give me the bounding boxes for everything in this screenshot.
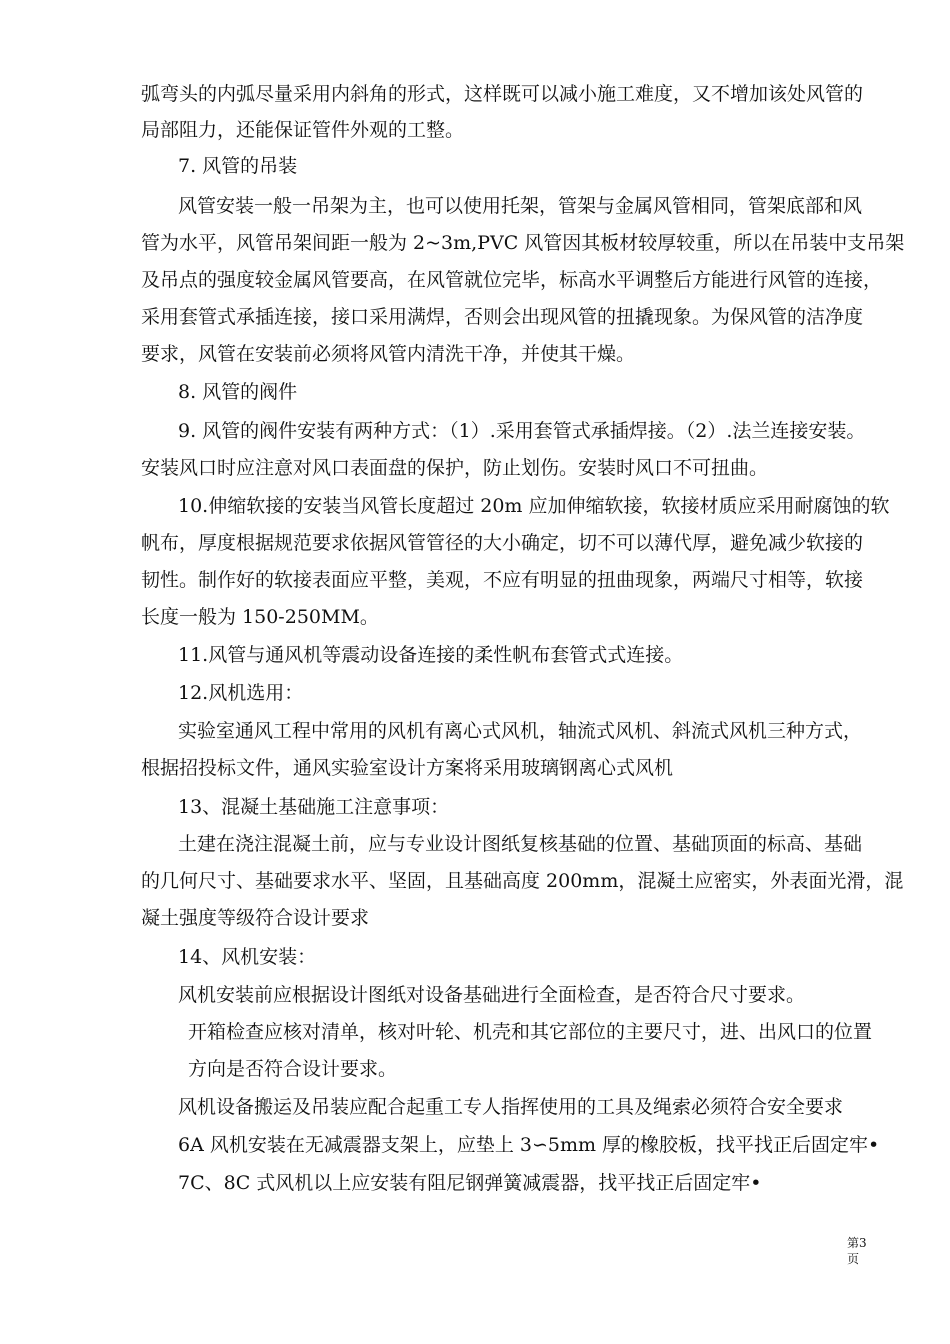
- text-line: 要求，风管在安装前必须将风管内清洗干净，并使其干燥。: [141, 343, 636, 365]
- text-line: 根据招投标文件，通风实验室设计方案将采用玻璃钢离心式风机: [141, 757, 674, 779]
- text-line: 10.伸缩软接的安装当风管长度超过 20m 应加伸缩软接，软接材质应采用耐腐蚀的软: [178, 495, 890, 517]
- page-number: 第3 页: [847, 1236, 867, 1266]
- section-heading: 11.风管与通风机等震动设备连接的柔性帆布套管式式连接。: [178, 644, 684, 666]
- text-line: 管为水平，风管吊架间距一般为 2~3m,PVC 风管因其板材较厚较重，所以在吊装中支吊架: [141, 232, 905, 254]
- text-line: 实验室通风工程中常用的风机有离心式风机，轴流式风机、斜流式风机三种方式，: [178, 720, 863, 742]
- text-line: 局部阻力，还能保证管件外观的工整。: [141, 119, 465, 141]
- text-line: 6A 风机安装在无减震器支架上，应垫上 3∽5mm 厚的橡胶板，找平找正后固定牢•: [178, 1134, 880, 1156]
- text-line: 凝土强度等级符合设计要求: [141, 907, 370, 929]
- text-line: 开箱检查应核对清单，核对叶轮、机壳和其它部位的主要尺寸，进、出风口的位置: [188, 1021, 873, 1043]
- text-line: 采用套管式承插连接，接口采用满焊，否则会出现风管的扭撬现象。为保风管的洁净度: [141, 306, 864, 328]
- text-line: 7C、8C 式风机以上应安装有阻尼钢弹簧减震器，找平找正后固定牢•: [178, 1172, 762, 1194]
- text-line: 方向是否符合设计要求。: [188, 1058, 398, 1080]
- section-heading: 8. 风管的阀件: [178, 381, 298, 403]
- text-line: 韧性。制作好的软接表面应平整，美观，不应有明显的扭曲现象，两端尺寸相等，软接: [141, 569, 864, 591]
- section-heading: 13、混凝土基础施工注意事项：: [178, 796, 450, 818]
- section-heading: 7. 风管的吊装: [178, 155, 298, 177]
- text-line: 帆布，厚度根据规范要求依据风管管径的大小确定，切不可以薄代厚，避免减少软接的: [141, 532, 864, 554]
- text-line: 风管安装一般一吊架为主，也可以使用托架，管架与金属风管相同，管架底部和风: [178, 195, 863, 217]
- text-line: 弧弯头的内弧尽量采用内斜角的形式，这样既可以减小施工难度，又不增加该处风管的: [141, 83, 864, 105]
- text-line: 及吊点的强度较金属风管要高，在风管就位完毕，标高水平调整后方能进行风管的连接，: [141, 269, 883, 291]
- text-line: 9. 风管的阀件安装有两种方式：（1）.采用套管式承插焊接。（2）.法兰连接安装。: [178, 420, 866, 442]
- text-line: 风机设备搬运及吊装应配合起重工专人指挥使用的工具及绳索必须符合安全要求: [178, 1096, 844, 1118]
- section-heading: 12.风机选用：: [178, 682, 304, 704]
- text-line: 风机安装前应根据设计图纸对设备基础进行全面检查，是否符合尺寸要求。: [178, 984, 806, 1006]
- section-heading: 14、风机安装：: [178, 946, 317, 968]
- text-line: 的几何尺寸、基础要求水平、坚固，且基础高度 200mm，混凝土应密实，外表面光滑，混: [141, 870, 904, 892]
- text-line: 长度一般为 150-250MM。: [141, 606, 379, 628]
- text-line: 土建在浇注混凝土前，应与专业设计图纸复核基础的位置、基础顶面的标高、基础: [178, 833, 863, 855]
- text-line: 安装风口时应注意对风口表面盘的保护，防止划伤。安装时风口不可扭曲。: [141, 457, 769, 479]
